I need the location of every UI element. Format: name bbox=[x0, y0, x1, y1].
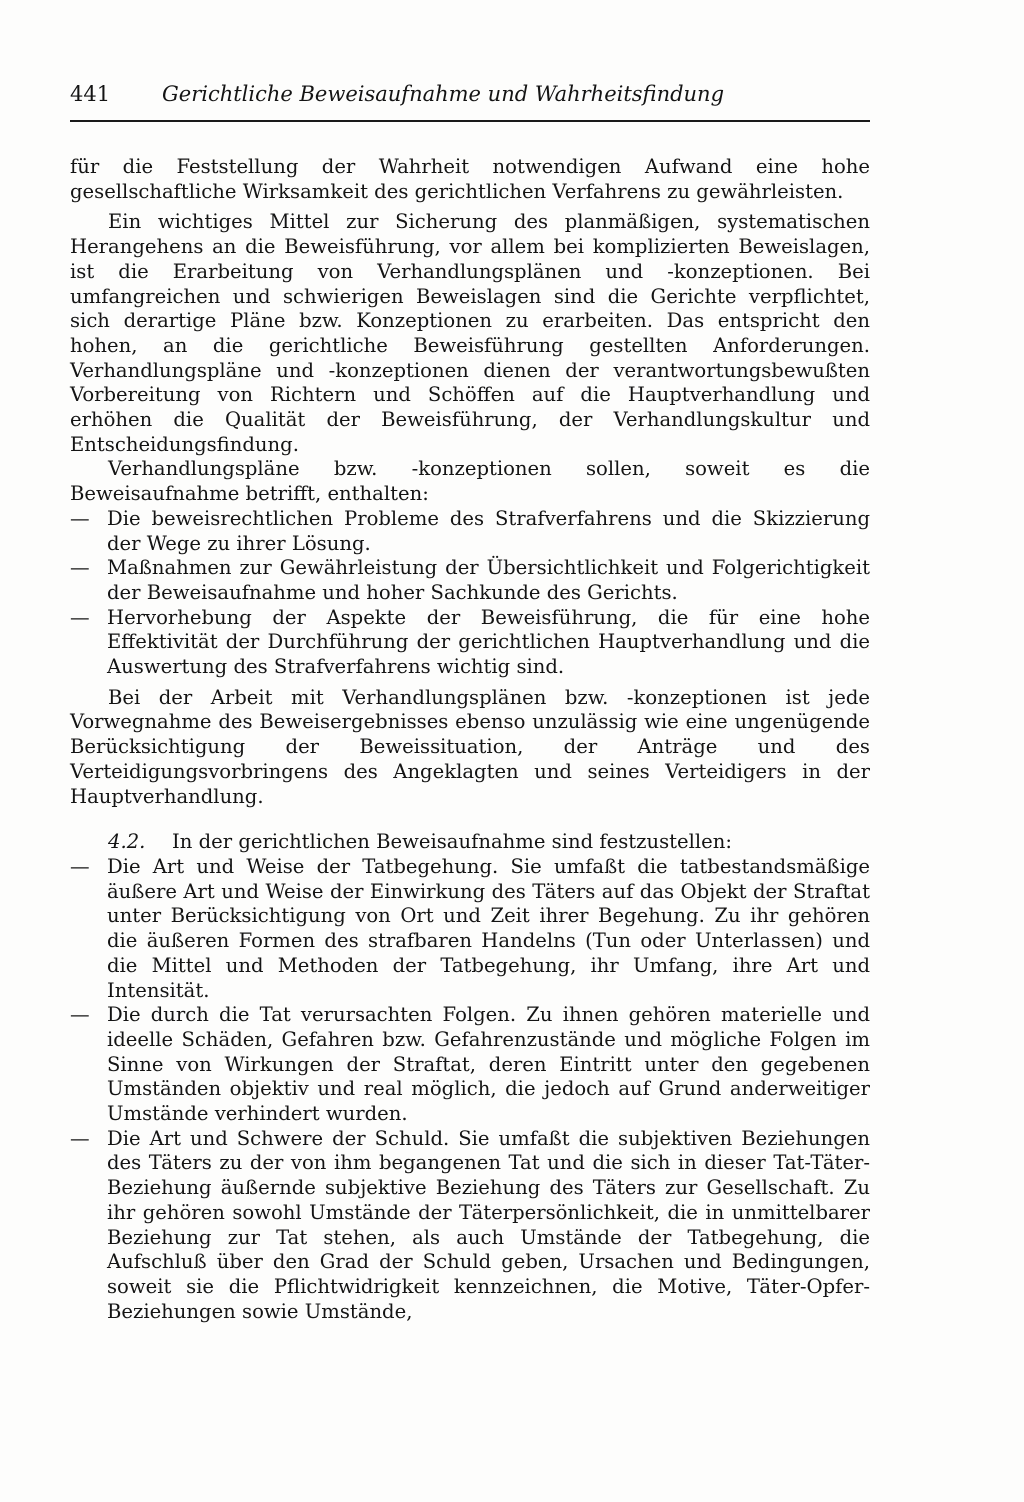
running-title: Gerichtliche Beweisaufnahme und Wahrheitsfindung bbox=[162, 82, 725, 106]
paragraph-continued: für die Feststellung der Wahrheit notwendigen Aufwand eine hohe gesellschaftliche Wirksamkeit des gerichtlichen Verfahrens zu gewährleisten. bbox=[70, 155, 870, 203]
list-item-text: Die Art und Weise der Tatbegehung. Sie umfaßt die tatbestandsmäßige äußere Art und Weise der Einwirkung des Täters auf das Objekt der Straftat unter Berücksichtigung von Ort und Zeit ihrer Begehung. Zu ihr gehören die äußeren Formen des strafbaren Handelns (Tun oder Unterlassen) und die Mittel und Methoden der Tatbegehung, ihr Umfang, ihre Art und Intensität. bbox=[107, 854, 870, 1002]
page-body bbox=[70, 155, 870, 1324]
list-dash: — bbox=[70, 1003, 90, 1027]
list-item bbox=[70, 507, 870, 556]
list-item bbox=[70, 556, 870, 605]
page-number: 441 bbox=[70, 82, 111, 106]
list-item bbox=[70, 855, 870, 1003]
list-item-text: Maßnahmen zur Gewährleistung der Übersichtlichkeit und Folgerichtigkeit der Beweisaufnahme und hoher Sachkunde des Gerichts. bbox=[107, 556, 870, 604]
section-4-2-intro bbox=[70, 830, 870, 855]
list-dash: — bbox=[70, 556, 90, 580]
list-item-text: Die durch die Tat verursachten Folgen. Zu ihnen gehören materielle und ideelle Schäden, Gefahren bzw. Gefahrenzustände und mögliche Folgen im Sinne von Wirkungen der Straftat, deren Eintritt unter den gegebenen Umständen objektiv und real möglich, die jedoch auf Grund anderweitiger Umstände verhindert wurden. bbox=[107, 1003, 870, 1126]
paragraph-plan-contents-intro: Verhandlungspläne bzw. -konzeptionen sollen, soweit es die Beweisaufnahme betrifft, enthalten: bbox=[70, 457, 870, 506]
section-number: 4.2. bbox=[108, 830, 146, 854]
paragraph-anticipation: Bei der Arbeit mit Verhandlungsplänen bzw. -konzeptionen ist jede Vorwegnahme des Beweisergebnisses ebenso unzulässig wie eine ungenügende Berücksichtigung der Beweissituation, der Anträge und des Verteidigungsvorbringens des Angeklagten und seines Verteidigers in der Hauptverhandlung. bbox=[70, 685, 870, 808]
plan-contents-list bbox=[70, 507, 870, 680]
list-dash: — bbox=[70, 1126, 90, 1150]
paragraph-negotiation-plans: Ein wichtiges Mittel zur Sicherung des planmäßigen, systematischen Herangehens an die Beweisführung, vor allem bei komplizierten Beweislagen, ist die Erarbeitung von Verhandlungsplänen und -konzeptionen. Bei umfangreichen und schwierigen Beweislagen sind die Gerichte verpflichtet, sich derartige Pläne bzw. Konzeptionen zu erarbeiten. Das entspricht den hohen, an die gerichtliche Beweisführung gestellten Anforderungen. Verhandlungspläne und -konzeptionen dienen der verantwortungsbewußten Vorbereitung von Richtern und Schöffen auf die Hauptverhandlung und erhöhen die Qualität der Beweisführung, der Verhandlungskultur und Entscheidungsfindung. bbox=[70, 210, 870, 456]
list-item bbox=[70, 1003, 870, 1127]
list-item-text: Hervorhebung der Aspekte der Beweisführung, die für eine hohe Effektivität der Durchführung der gerichtlichen Hauptverhandlung und die Auswertung des Strafverfahrens wichtig sind. bbox=[107, 605, 870, 679]
list-item bbox=[70, 606, 870, 680]
list-dash: — bbox=[70, 854, 90, 878]
section-intro-text: In der gerichtlichen Beweisaufnahme sind festzustellen: bbox=[172, 830, 732, 854]
findings-list bbox=[70, 855, 870, 1324]
list-dash: — bbox=[70, 506, 90, 530]
page-header bbox=[70, 80, 870, 122]
list-item-text: Die beweisrechtlichen Probleme des Strafverfahrens und die Skizzierung der Wege zu ihrer Lösung. bbox=[107, 506, 870, 555]
list-item-text: Die Art und Schwere der Schuld. Sie umfaßt die subjektiven Beziehungen des Täters zu der von ihm begangenen Tat und die sich in dieser Tat-Täter-Beziehung äußernde subjektive Beziehung des Täters zur Gesellschaft. Zu ihr gehören sowohl Umstände der Täterpersönlichkeit, die in unmittelbarer Beziehung zur Tat stehen, als auch Umstände der Tatbegehung, die Aufschluß über den Grad der Schuld geben, Ursachen und Bedingungen, soweit sie die Pflichtwidrigkeit kennzeichnen, die Motive, Täter-Opfer-Beziehungen sowie Umstände, bbox=[107, 1126, 870, 1323]
list-dash: — bbox=[70, 605, 90, 629]
list-item bbox=[70, 1127, 870, 1325]
